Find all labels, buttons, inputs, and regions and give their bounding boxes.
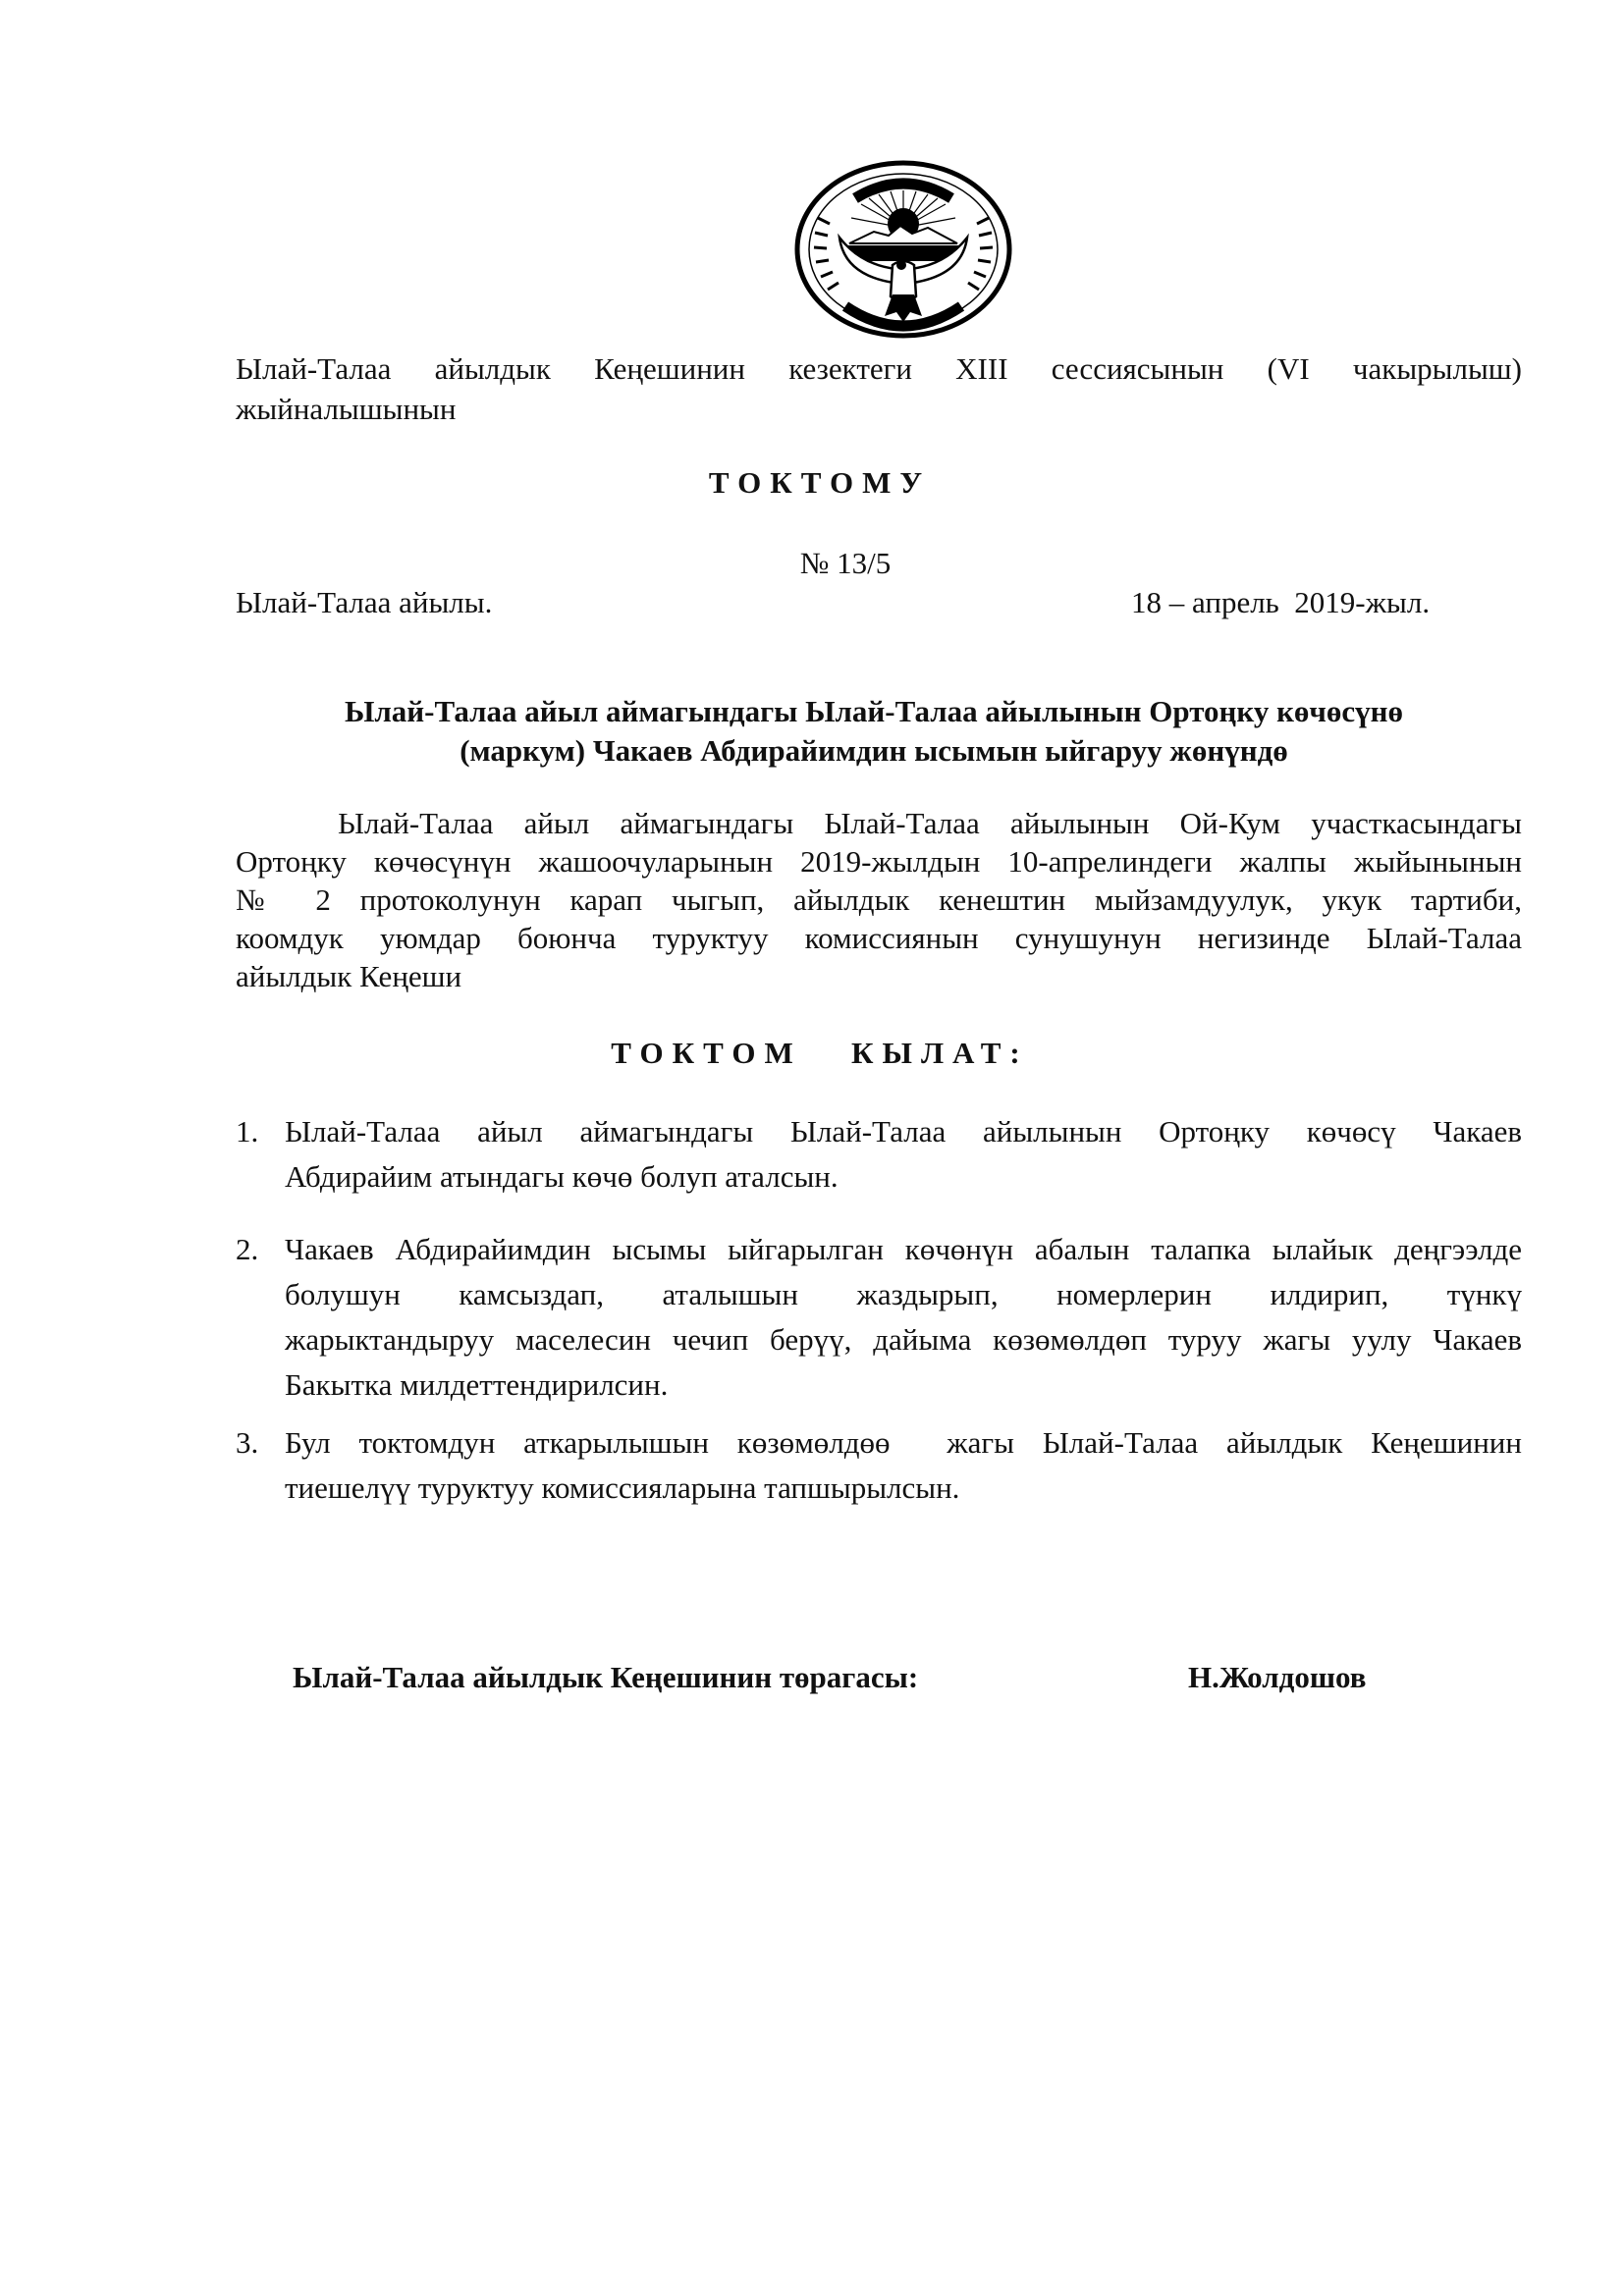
item-line: Ылай-Талаа айыл аймагындагы Ылай-Талаа айылынын Ортоңку көчөсү Чакаев — [285, 1114, 1522, 1148]
document-title — [236, 692, 1512, 771]
item-number: 1. — [236, 1114, 259, 1148]
document-place: Ылай-Талаа айылы. — [236, 585, 493, 619]
preamble-line: Ылай-Талаа айыл аймагындагы Ылай-Талаа айылынын Ой-Кум участкасындагы — [338, 806, 1522, 840]
session-word: кезектеги — [788, 351, 912, 386]
signature-name: Н.Жолдошов — [1188, 1660, 1367, 1694]
state-emblem-icon — [790, 159, 1016, 340]
document-number: № 13/5 — [799, 546, 892, 580]
item-number: 2. — [236, 1232, 259, 1266]
title-line: (маркум) Чакаев Абдирайимдин ысымын ыйгаруу жөнүндө — [460, 733, 1288, 768]
item-line: Бул токтомдун аткарылышын көзөмөлдөө жагы Ылай-Талаа айылдык Кеңешинин — [285, 1425, 1522, 1460]
item-line: болушун камсыздап, аталышын жаздырып, номерлерин илдирип, түнкү — [285, 1277, 1522, 1311]
session-word: XIII — [955, 351, 1008, 386]
session-word: чакырылыш) — [1352, 351, 1522, 386]
item-line: Чакаев Абдирайимдин ысымы ыйгарылган көчөнүн абалын талапка ылайык деңгээлде — [285, 1232, 1522, 1266]
item-number: 3. — [236, 1425, 259, 1460]
decision-item-1 — [236, 1109, 1522, 1200]
session-word: (VI — [1267, 351, 1310, 386]
document-date: 18 – апрель 2019-жыл. — [1131, 585, 1431, 619]
session-header-continued: жыйналышынын — [236, 392, 457, 426]
document-type-heading: ТОКТОМУ — [708, 465, 932, 500]
preamble-line: айылдык Кеңеши — [236, 959, 462, 993]
preamble-line: коомдук уюмдар боюнча туруктуу комиссиянын сунушунун негизинде Ылай-Талаа — [236, 921, 1522, 955]
item-line: Бакытка милдеттендирилсин. — [285, 1367, 669, 1402]
signature-position: Ылай-Талаа айылдык Кеңешинин төрагасы: — [293, 1660, 919, 1694]
item-line: тиешелүү туруктуу комиссияларына тапшырылсын. — [285, 1470, 960, 1505]
decision-item-2 — [236, 1227, 1522, 1408]
decision-item-3 — [236, 1420, 1522, 1511]
session-word: Кеңешинин — [594, 351, 745, 386]
session-header — [236, 349, 1522, 389]
session-word: айылдык — [434, 351, 551, 386]
preamble-line: Ортоңку көчөсүнүн жашоочуларынын 2019-жылдын 10-апрелиндеги жалпы жыйынынын — [236, 844, 1522, 879]
item-line: Абдирайим атындагы көчө болуп аталсын. — [285, 1159, 839, 1194]
session-word: сессиясынын — [1051, 351, 1224, 386]
preamble-line: № 2 протоколунун карап чыгып, айылдык кенештин мыйзамдуулук, укук тартиби, — [236, 882, 1522, 917]
item-line: жарыктандыруу маселесин чечип берүү, дайыма көзөмөлдөп туруу жагы уулу Чакаев — [285, 1322, 1522, 1357]
preamble-paragraph — [236, 804, 1522, 995]
title-line: Ылай-Талаа айыл аймагындагы Ылай-Талаа айылынын Ортоңку көчөсүнө — [344, 694, 1404, 728]
decision-heading: ТОКТОМ КЫЛАТ: — [611, 1036, 1029, 1070]
session-word: Ылай-Талаа — [236, 351, 392, 386]
